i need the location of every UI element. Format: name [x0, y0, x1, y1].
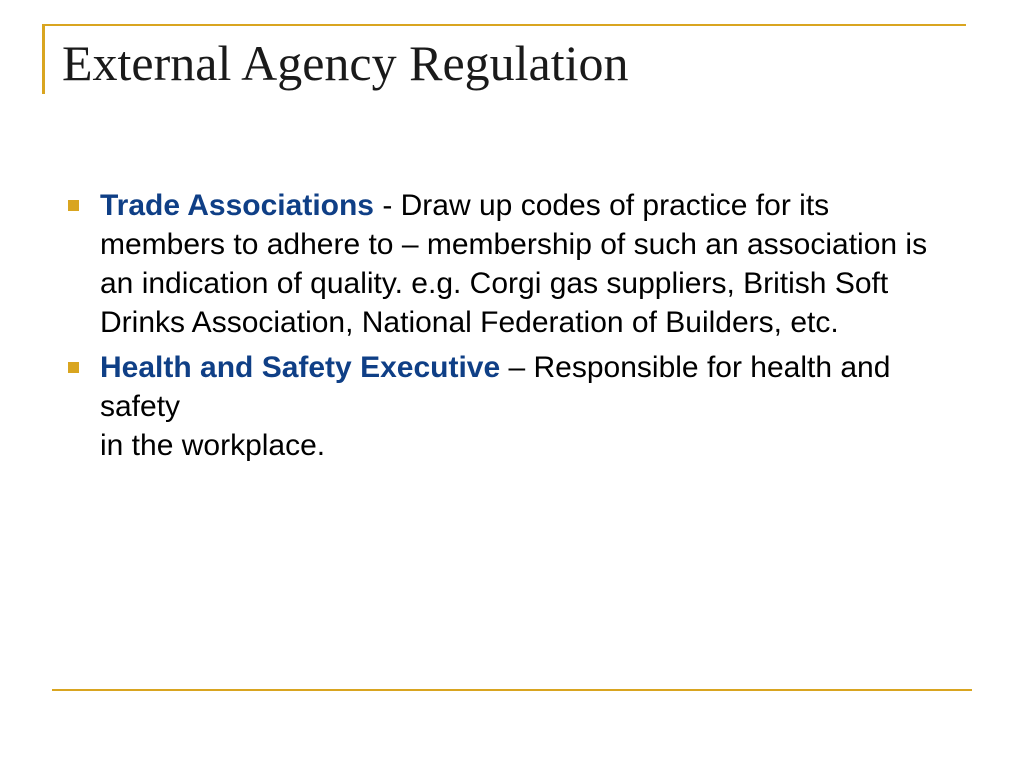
bottom-border-line [52, 689, 972, 691]
bullet-trade-associations [62, 186, 962, 342]
top-border-line [42, 24, 966, 26]
bullet-list [62, 186, 962, 471]
bullet-health-and-safety [62, 348, 962, 465]
bullet-text-continuation: in the workplace. [100, 429, 326, 462]
slide-title: External Agency Regulation [62, 35, 629, 91]
left-border-line [42, 24, 45, 94]
square-bullet-icon [68, 200, 79, 211]
square-bullet-icon [68, 362, 79, 373]
bullet-text: - Draw up codes of practice for its members to adhere to – membership of such an association is an indication of quality. e.g. Corgi gas suppliers, British Soft Drinks Association, National Federation of Builders, etc. [100, 189, 928, 339]
bullet-term: Health and Safety Executive [100, 351, 501, 384]
bullet-text: – Responsible for health and safety [100, 351, 891, 423]
bullet-term: Trade Associations [100, 189, 374, 222]
